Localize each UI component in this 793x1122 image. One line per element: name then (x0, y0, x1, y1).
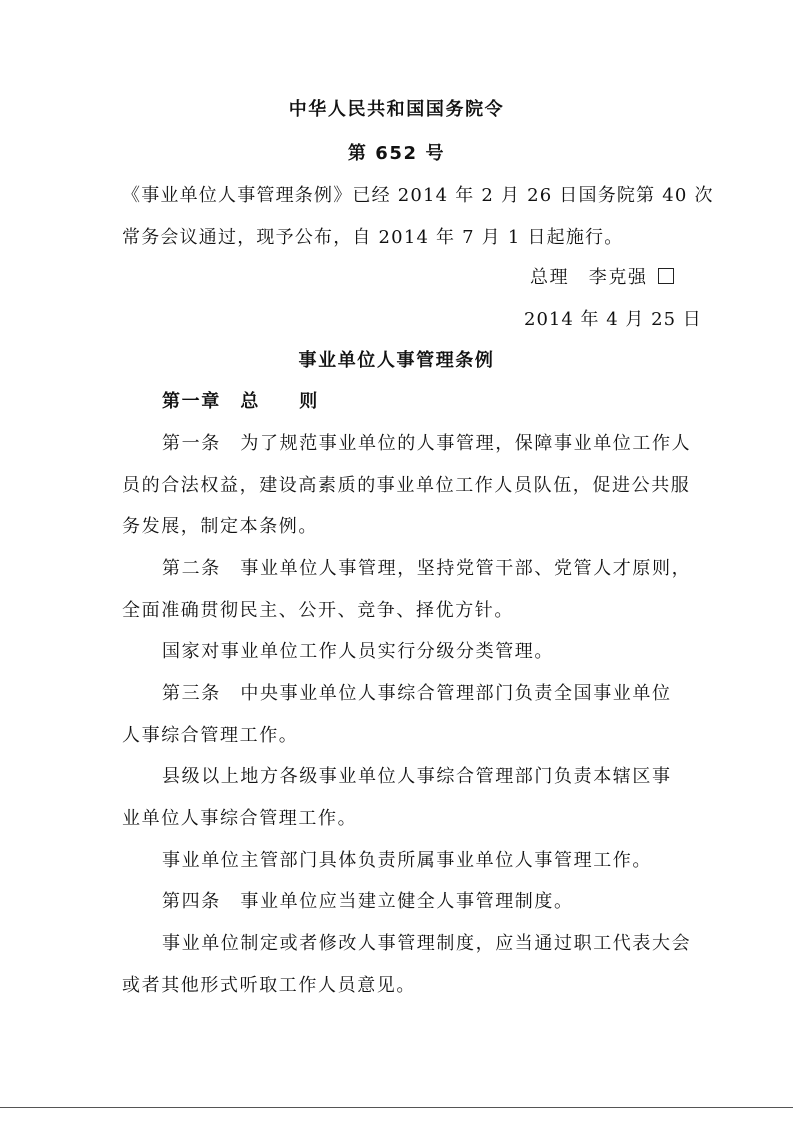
article-3-para-2-line-2: 业单位人事综合管理工作。 (122, 808, 358, 829)
article-1-line-2: 员的合法权益，建设高素质的事业单位工作人员队伍，促进公共服 (122, 475, 691, 496)
article-4-para-2-line-1: 事业单位制定或者修改人事管理制度，应当通过职工代表大会 (162, 933, 692, 954)
signature-date: 2014 年 4 月 25 日 (524, 309, 702, 330)
signature-name: 总理 李克强 (530, 267, 648, 288)
article-2-para-2: 国家对事业单位工作人员实行分级分类管理。 (162, 641, 554, 662)
signature-block (530, 267, 674, 289)
signature-mark-icon (658, 268, 674, 284)
page-bottom-rule (0, 1107, 793, 1108)
article-1-line-1: 第一条 为了规范事业单位的人事管理，保障事业单位工作人 (162, 433, 692, 454)
article-3-line-1: 第三条 中央事业单位人事综合管理部门负责全国事业单位 (162, 683, 672, 704)
order-title: 中华人民共和国国务院令 (288, 99, 505, 120)
order-number: 第 652 号 (347, 143, 446, 164)
promulgation-line-2: 常务会议通过，现予公布，自 2014 年 7 月 1 日起施行。 (122, 227, 624, 248)
article-4-para-2-line-2: 或者其他形式听取工作人员意见。 (122, 975, 416, 996)
article-2-line-2: 全面准确贯彻民主、公开、竞争、择优方针。 (122, 600, 514, 621)
article-4-line-1: 第四条 事业单位应当建立健全人事管理制度。 (162, 891, 574, 912)
article-3-para-2-line-1: 县级以上地方各级事业单位人事综合管理部门负责本辖区事 (162, 766, 672, 787)
article-3-line-2: 人事综合管理工作。 (122, 725, 299, 746)
article-3-para-3: 事业单位主管部门具体负责所属事业单位人事管理工作。 (162, 850, 652, 871)
chapter-heading: 第一章 总 则 (162, 391, 319, 412)
promulgation-line-1: 《事业单位人事管理条例》已经 2014 年 2 月 26 日国务院第 40 次 (122, 185, 714, 206)
article-2-line-1: 第二条 事业单位人事管理，坚持党管干部、党管人才原则， (162, 558, 692, 579)
article-1-line-3: 务发展，制定本条例。 (122, 516, 318, 537)
regulation-title: 事业单位人事管理条例 (298, 350, 495, 371)
